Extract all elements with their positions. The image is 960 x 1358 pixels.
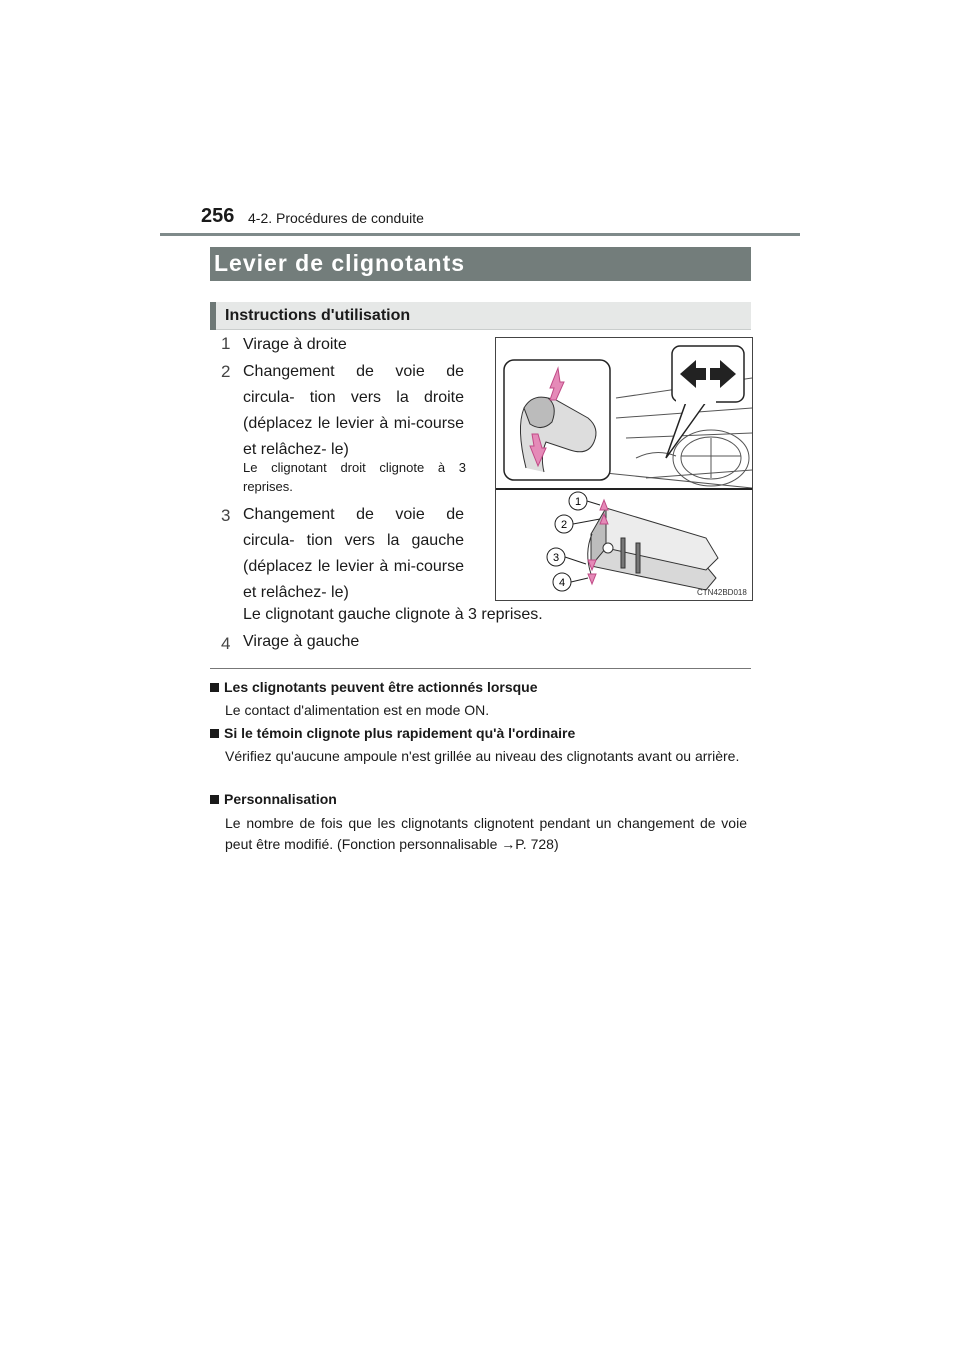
figure-code: CTN42BD018 [697,588,747,597]
info-heading-2: Si le témoin clignote plus rapidement qu'à l'ordinaire [210,725,575,741]
turn-signal-lever-drawing [496,338,752,600]
info-text-1: Le contact d'alimentation est en mode ON. [225,702,490,718]
step-note-2: Le clignotant droit clignote à 3 reprises. [243,460,466,494]
lever-illustration [495,337,753,601]
lever-side-view [588,500,718,590]
section-title: Instructions d'utilisation [225,307,411,324]
step-text-4: Virage à gauche [243,633,360,650]
step-number-3: 3 [221,506,231,525]
square-bullet-icon [210,795,219,804]
callout-4: 4 [558,577,566,589]
section-divider [210,668,751,669]
callout-1: 1 [574,496,582,508]
chapter-title: 4-2. Procédures de conduite [248,210,424,226]
direction-arrows-bubble [666,346,744,458]
step-text-3: Changement de voie de circula- tion vers la gauche (déplacez le levier à mi-course et relâchez- le) [243,506,464,601]
info-text-2: Vérifiez qu'aucune ampoule n'est grillée au niveau des clignotants avant ou arrière. [225,748,740,764]
page-title: Levier de clignotants [214,250,466,276]
step-number-4: 4 [221,634,231,653]
lever-inset [504,360,610,480]
step-note-3: Le clignotant gauche clignote à 3 reprises. [243,606,543,623]
step-number-1: 1 [221,334,231,353]
square-bullet-icon [210,683,219,692]
info-heading-1: Les clignotants peuvent être actionnés lorsque [210,679,538,695]
page-number: 256 [201,205,235,227]
step-text-1: Virage à droite [243,336,347,353]
section-accent [210,302,216,330]
info-heading-3: Personnalisation [210,791,337,807]
callout-3: 3 [552,552,560,564]
square-bullet-icon [210,729,219,738]
callout-2: 2 [560,519,568,531]
info-text-3: Le nombre de fois que les clignotants clignotent pendant un changement de voie peut être modifié. (Fonction personnalisable →P. 728) [225,815,747,852]
header-rule [160,233,800,236]
step-number-2: 2 [221,362,231,381]
step-text-2: Changement de voie de circula- tion vers la droite (déplacez le levier à mi-course et relâchez- le) [243,363,464,458]
